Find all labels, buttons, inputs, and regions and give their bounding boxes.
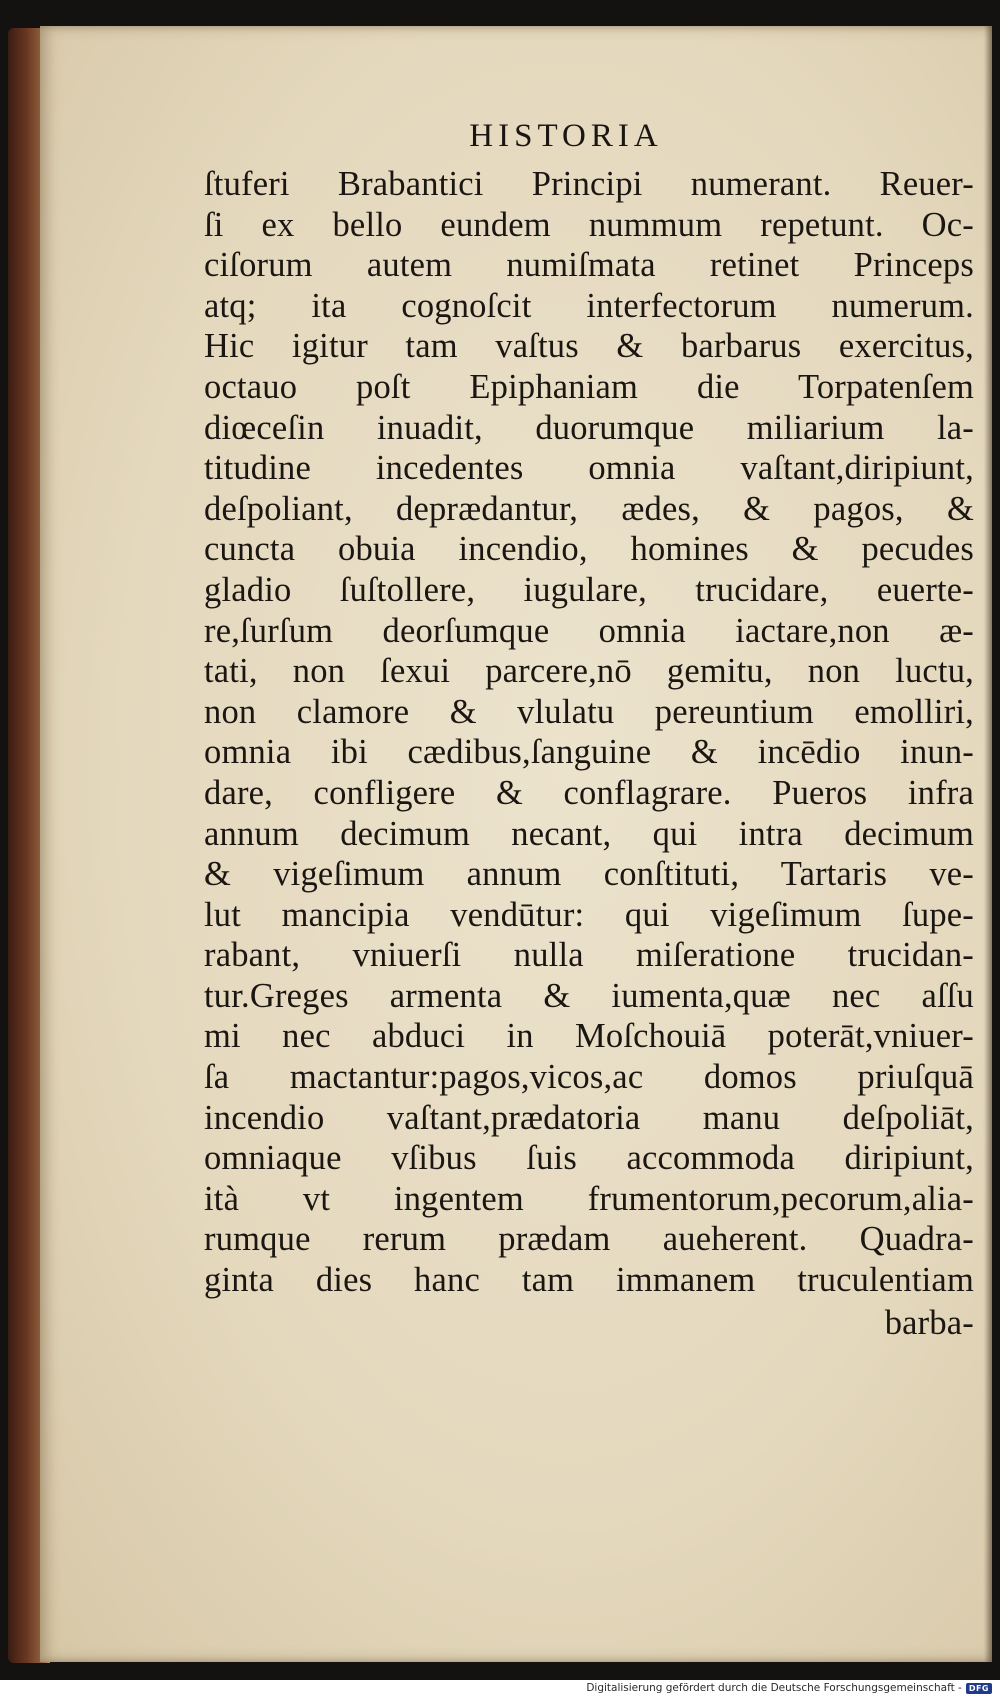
text-line: tur.Greges armenta & iumenta,quæ nec aſſu [204,976,974,1015]
book-page [40,26,992,1662]
text-line: deſpoliant, deprædantur, ædes, & pagos, & [204,489,974,528]
text-line: ginta dies hanc tam immanem truculentiam [204,1261,974,1300]
catchword: barba- [884,1303,974,1342]
text-line: atq; ita cognoſcit interfectorum numerum. [204,286,974,325]
text-line: ità vt ingentem frumentorum,pecorum,alia- [204,1179,974,1218]
text-line: non clamore & vlulatu pereuntium emolliri, [204,692,974,731]
text-line: ſtuferi Brabantici Principi numerant. Reuer- [204,165,974,203]
text-line: omnia ibi cædibus,ſanguine & incēdio inun- [204,733,974,772]
text-line: ciſorum autem numiſmata retinet Princeps [204,246,974,285]
text-line: cuncta obuia incendio, homines & pecudes [204,530,974,569]
text-line: diœceſin inuadit, duorumque miliarium la- [204,408,974,447]
text-line: dare, confligere & conflagrare. Pueros infra [204,773,974,812]
text-line: & vigeſimum annum conſtituti, Tartaris ve- [204,855,974,894]
text-line: tati, non ſexui parcere,nō gemitu, non luctu, [204,652,974,691]
text-line: gladio ſuſtollere, iugulare, trucidare, euerte- [204,570,974,609]
text-line: Hic igitur tam vaſtus & barbarus exercitus, [204,327,974,366]
text-line: omniaque vſibus ſuis accommoda diripiunt, [204,1139,974,1178]
text-line: rumque rerum prædam aueherent. Quadra- [204,1220,974,1259]
text-line: rabant, vniuerſi nulla miſeratione trucidan- [204,936,974,975]
text-line: lut mancipia vendūtur: qui vigeſimum ſupe- [204,895,974,934]
text-line: titudine incedentes omnia vaſtant,diripiunt, [204,449,974,488]
text-line: re,ſurſum deorſumque omnia iactare,non æ- [204,611,974,650]
text-line: ſa mactantur:pagos,vicos,ac domos priuſquā [204,1058,974,1097]
text-line: mi nec abduci in Moſchouiā poterāt,vniuer- [204,1017,974,1056]
text-line: incendio vaſtant,prædatoria manu deſpoliāt, [204,1098,974,1137]
credit-text: Digitalisierung gefördert durch die Deutsche Forschungsgemeinschaft - [586,1682,962,1694]
running-head: HISTORIA [469,118,663,154]
dfg-logo: DFG [966,1683,992,1694]
digitization-credit [586,1682,992,1694]
text-line: ſi ex bello eundem nummum repetunt. Oc- [204,205,974,244]
text-line: annum decimum necant, qui intra decimum [204,814,974,853]
text-line: octauo poſt Epiphaniam die Torpatenſem [204,367,974,406]
body-text [204,164,974,1343]
page-edge-shadow [984,26,992,1662]
